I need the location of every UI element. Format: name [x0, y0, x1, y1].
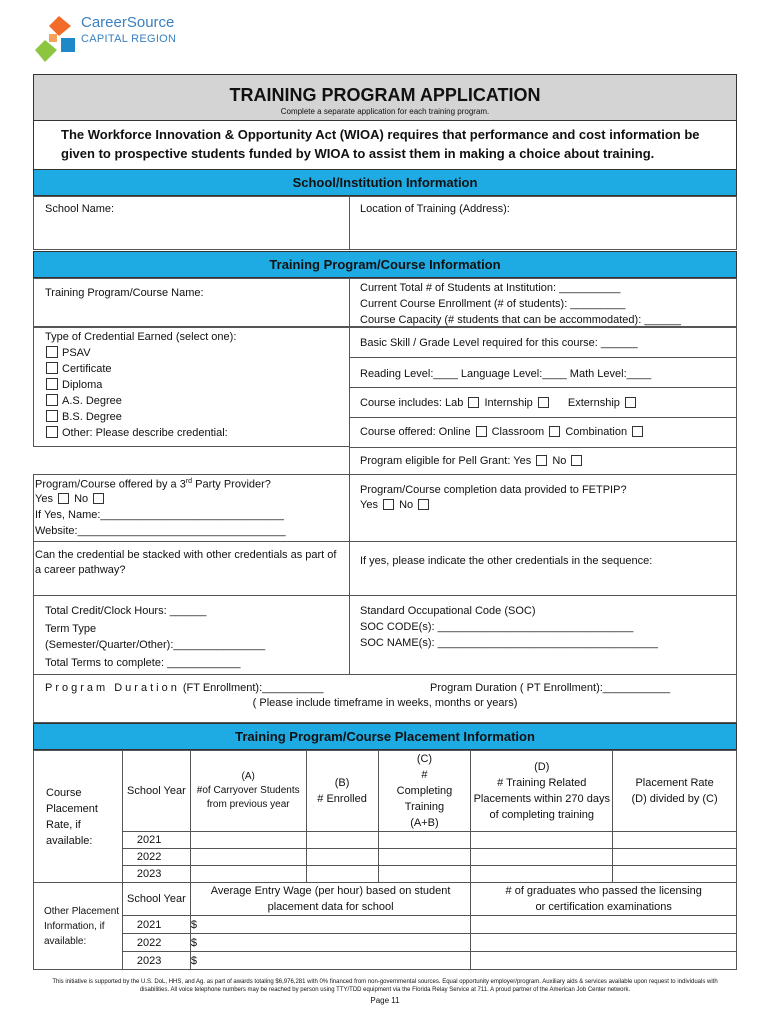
third-party-no-label: No: [74, 493, 89, 505]
current-enrollment-label: Current Course Enrollment (# of students): _________: [360, 298, 626, 310]
credential-option-bs-degree[interactable]: B.S. Degree: [46, 410, 122, 423]
table-row: [34, 832, 737, 849]
page-number: Page 11: [370, 996, 400, 1005]
total-hours-input[interactable]: Total Credit/Clock Hours: ______: [45, 605, 207, 617]
placement-section-heading: Training Program/Course Placement Information: [33, 723, 737, 750]
input-cell[interactable]: [471, 832, 613, 849]
course-offered-field: [349, 417, 737, 448]
dollar-sign: $: [190, 918, 197, 931]
table-row: [34, 952, 737, 970]
duration-ft-input[interactable]: Program Duration (FT Enrollment):__________: [45, 682, 324, 694]
provider-name-input[interactable]: If Yes, Name:______________________________: [35, 509, 284, 521]
input-cell[interactable]: [190, 832, 306, 849]
graduates-input[interactable]: [471, 952, 737, 970]
checkbox-icon[interactable]: [46, 378, 58, 390]
dollar-sign: $: [190, 954, 197, 967]
graduates-input[interactable]: [471, 934, 737, 952]
year-cell: 2022: [122, 934, 190, 952]
input-cell[interactable]: [190, 866, 306, 883]
school-name-field[interactable]: [33, 196, 350, 250]
term-type-label: Term Type: [45, 623, 97, 635]
other-placement-label: Other Placement Information, if available:: [34, 883, 123, 970]
course-capacity-label: Course Capacity (# students that can be accommodated): ______: [360, 314, 682, 326]
soc-title: Standard Occupational Code (SOC): [360, 605, 536, 617]
third-party-field: [33, 474, 350, 542]
fetpip-yes-label: Yes: [360, 499, 378, 511]
classroom-checkbox[interactable]: [549, 426, 560, 437]
input-cell[interactable]: [378, 849, 471, 866]
input-cell[interactable]: [306, 866, 378, 883]
online-checkbox[interactable]: [476, 426, 487, 437]
duration-note: ( Please include timeframe in weeks, months or years): [252, 697, 518, 709]
school-year-header: School Year: [122, 751, 190, 832]
student-counts-field[interactable]: [349, 278, 737, 327]
credential-option-diploma[interactable]: Diploma: [46, 378, 102, 391]
credential-option-as-degree[interactable]: A.S. Degree: [46, 394, 122, 407]
carryover-header: (A) #of Carryover Students from previous year: [190, 751, 306, 832]
wage-input[interactable]: [190, 952, 471, 970]
fetpip-yes-checkbox[interactable]: [383, 499, 394, 510]
program-name-label: Training Program/Course Name:: [45, 287, 204, 299]
school-section-heading: School/Institution Information: [33, 169, 737, 196]
input-cell[interactable]: [378, 866, 471, 883]
program-duration-field: [33, 674, 737, 723]
stacked-credential-label: Can the credential be stacked with other credentials as part of a career pathway?: [35, 549, 337, 576]
pell-grant-row: [360, 455, 584, 467]
dollar-sign: $: [190, 936, 197, 949]
pell-no-checkbox[interactable]: [571, 455, 582, 466]
fetpip-label: Program/Course completion data provided to FETPIP?: [360, 484, 627, 496]
course-includes-row: [360, 397, 638, 409]
externship-checkbox[interactable]: [625, 397, 636, 408]
hours-terms-field: [33, 595, 350, 675]
table-row: [34, 916, 737, 934]
table-row: [34, 866, 737, 883]
course-placement-label: Course Placement Rate, if available:: [34, 751, 123, 883]
location-label: Location of Training (Address):: [360, 203, 510, 215]
combination-label: Combination: [565, 426, 628, 438]
input-cell[interactable]: [306, 832, 378, 849]
input-cell[interactable]: [306, 849, 378, 866]
soc-field: [349, 595, 737, 675]
logo-name: CareerSource: [81, 14, 175, 31]
wage-input[interactable]: [190, 934, 471, 952]
checkbox-icon[interactable]: [46, 426, 58, 438]
course-includes-label: Course includes: Lab: [360, 397, 464, 409]
credential-option-certificate[interactable]: Certificate: [46, 362, 112, 375]
program-name-field[interactable]: [33, 278, 350, 327]
fetpip-no-label: No: [399, 499, 414, 511]
basic-skill-label: Basic Skill / Grade Level required for this course: ______: [360, 337, 638, 349]
third-party-yes-checkbox[interactable]: [58, 493, 69, 504]
combination-checkbox[interactable]: [632, 426, 643, 437]
credential-option-other[interactable]: Other: Please describe credential:: [46, 426, 228, 439]
checkbox-icon[interactable]: [46, 346, 58, 358]
third-party-yes-label: Yes: [35, 493, 53, 505]
funding-disclaimer: [35, 978, 735, 994]
term-type-input[interactable]: (Semester/Quarter/Other):_______________: [45, 639, 266, 651]
credential-type-label: Type of Credential Earned (select one):: [45, 331, 237, 343]
enrolled-header: (B) # Enrolled: [306, 751, 378, 832]
fetpip-options: [360, 499, 431, 511]
provider-website-input[interactable]: Website:__________________________________: [35, 525, 286, 537]
lab-checkbox[interactable]: [468, 397, 479, 408]
checkbox-icon[interactable]: [46, 394, 58, 406]
page-title: TRAINING PROGRAM APPLICATION: [229, 85, 541, 105]
third-party-no-checkbox[interactable]: [93, 493, 104, 504]
graduates-input[interactable]: [471, 916, 737, 934]
input-cell[interactable]: [471, 849, 613, 866]
checkbox-icon[interactable]: [46, 362, 58, 374]
year-cell: 2023: [122, 952, 190, 970]
current-total-label: Current Total # of Students at Institution: __________: [360, 282, 621, 294]
input-cell[interactable]: [613, 832, 737, 849]
fetpip-no-checkbox[interactable]: [418, 499, 429, 510]
externship-label: Externship: [567, 397, 620, 409]
input-cell[interactable]: [378, 832, 471, 849]
internship-label: Internship: [484, 397, 533, 409]
classroom-label: Classroom: [491, 426, 545, 438]
checkbox-icon[interactable]: [46, 410, 58, 422]
disclaimer-line2: disabilities. All voice telephone numbers may be reached by person using TTY/TDD equipment via the Florida Relay Service at 711. A proud partner of the American Job Center network.: [139, 987, 631, 993]
year-cell: 2022: [122, 849, 190, 866]
wioa-notice-line2: given to prospective students funded by WIOA to assist them in making a choice about training.: [61, 146, 655, 161]
completing-header: (C) # Completing Training (A+B): [378, 751, 471, 832]
course-offered-label: Course offered: Online: [360, 426, 471, 438]
school-name-label: School Name:: [45, 203, 115, 215]
input-cell[interactable]: [471, 866, 613, 883]
school-year-header: School Year: [122, 883, 190, 916]
duration-pt-input[interactable]: Program Duration ( PT Enrollment):___________: [430, 682, 671, 694]
pell-yes-checkbox[interactable]: [536, 455, 547, 466]
table-row: [34, 934, 737, 952]
year-cell: 2021: [122, 916, 190, 934]
input-cell[interactable]: [613, 849, 737, 866]
course-offered-row: [360, 426, 645, 438]
stacked-credential-field: [33, 541, 350, 596]
reading-level-label: Reading Level:____ Language Level:____ Math Level:____: [360, 368, 652, 380]
disclaimer-line1: This initiative is supported by the U.S. DoL, HHS, and Ag. as part of awards totaling $6,976,281 with 0% financed from non-governmental sources. Equal opportunity employer/program. Auxiliary aids & services available upon request to individuals with: [52, 979, 718, 985]
wioa-notice-line1: The Workforce Innovation & Opportunity Act (WIOA) requires that performance and cost information be: [61, 127, 700, 142]
stacked-sequence-field[interactable]: [349, 541, 737, 596]
year-cell: 2023: [122, 866, 190, 883]
total-terms-input[interactable]: Total Terms to complete: ____________: [45, 657, 241, 669]
page-subtitle: Complete a separate application for each training program.: [280, 107, 490, 116]
placement-rate-header: Placement Rate (D) divided by (C): [613, 751, 737, 832]
graduates-header: # of graduates who passed the licensing or certification examinations: [471, 883, 737, 916]
title-block: [33, 74, 737, 121]
related-placements-header: (D) # Training Related Placements within 270 days of completing training: [471, 751, 613, 832]
credential-option-psav[interactable]: PSAV: [46, 346, 91, 359]
basic-skill-field[interactable]: [349, 327, 737, 358]
wage-input[interactable]: [190, 916, 471, 934]
location-field[interactable]: [349, 196, 737, 250]
reading-level-field[interactable]: [349, 357, 737, 388]
internship-checkbox[interactable]: [538, 397, 549, 408]
course-includes-field: [349, 387, 737, 418]
input-cell[interactable]: [613, 866, 737, 883]
placement-table: [33, 750, 737, 970]
pell-no-label: No: [552, 455, 567, 467]
wioa-notice: [33, 121, 737, 169]
pell-grant-field: [349, 447, 737, 475]
table-row: [34, 849, 737, 866]
fetpip-field: [349, 474, 737, 542]
pell-grant-label: Program eligible for Pell Grant: Yes: [360, 455, 532, 467]
average-wage-header: Average Entry Wage (per hour) based on student placement data for school: [190, 883, 471, 916]
logo-region: CAPITAL REGION: [81, 33, 177, 45]
third-party-options: [35, 493, 106, 505]
year-cell: 2021: [122, 832, 190, 849]
soc-name-input[interactable]: SOC NAME(s): ____________________________________: [360, 637, 658, 649]
credential-type-field: [33, 327, 350, 447]
input-cell[interactable]: [190, 849, 306, 866]
program-section-heading: Training Program/Course Information: [33, 251, 737, 278]
careersource-logo-mark: [33, 12, 81, 64]
third-party-label: Program/Course offered by a 3rd Party Provider?: [35, 478, 271, 491]
stacked-sequence-label: If yes, please indicate the other credentials in the sequence:: [360, 555, 653, 567]
soc-code-input[interactable]: SOC CODE(s): ________________________________: [360, 621, 634, 633]
